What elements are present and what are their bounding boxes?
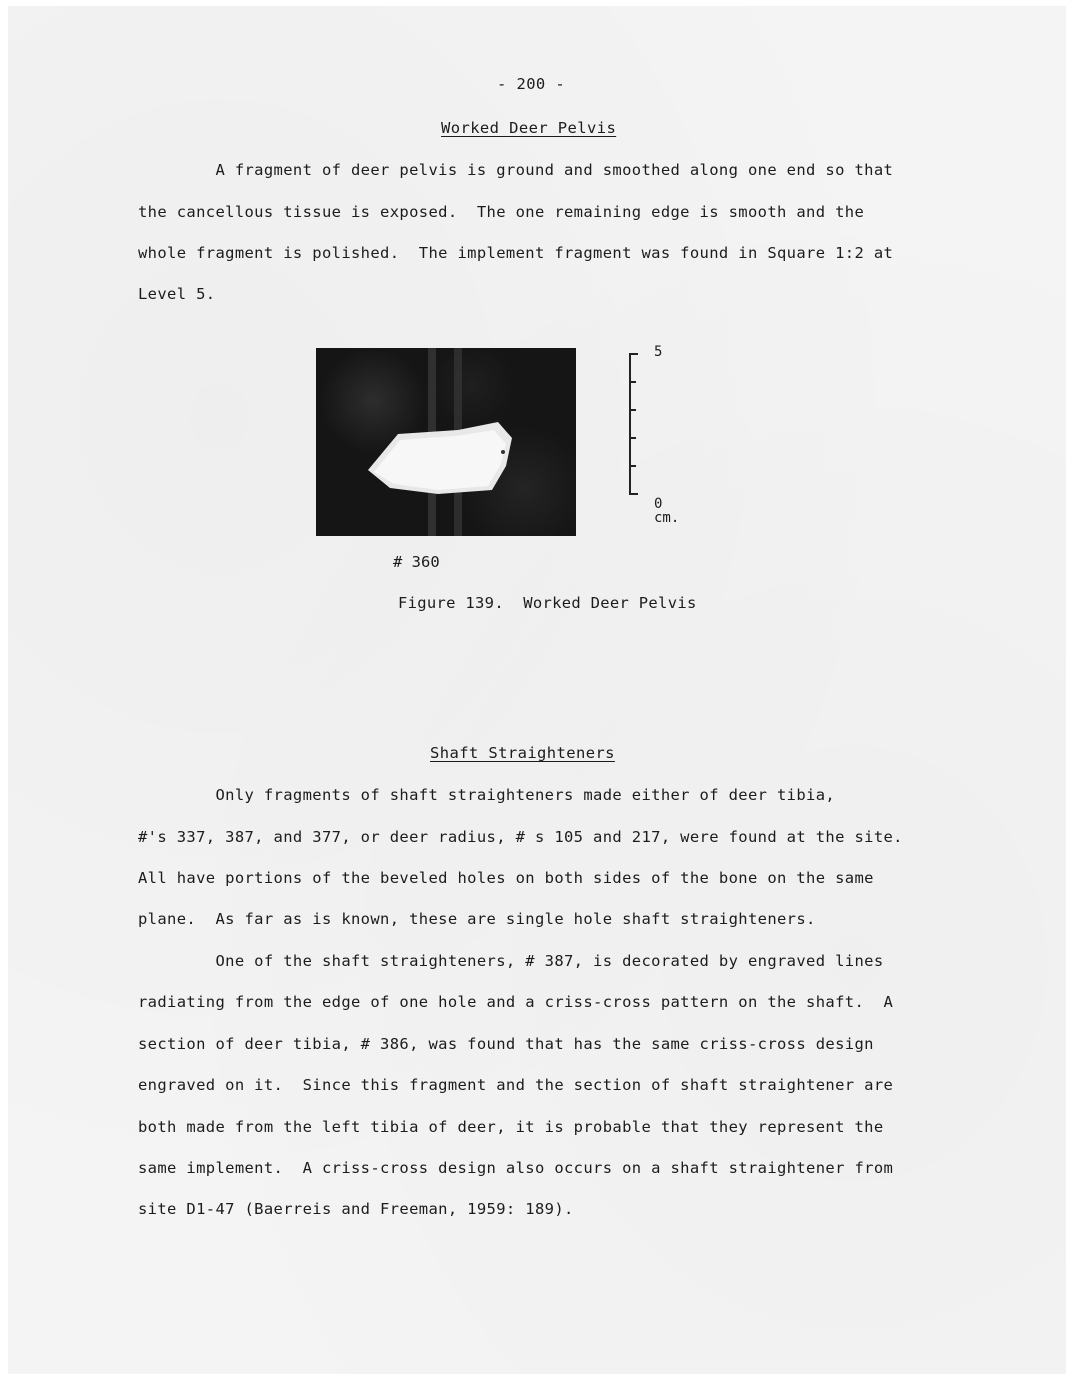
page-number: - 200 - (497, 75, 566, 93)
figure-caption: Figure 139. Worked Deer Pelvis (398, 594, 697, 612)
scale-label-top: 5 (654, 344, 663, 360)
paragraph-line: radiating from the edge of one hole and a criss-cross pattern on the shaft. A (138, 993, 894, 1011)
specimen-number: # 360 (393, 553, 440, 571)
paragraph-line: Only fragments of shaft straighteners made either of deer tibia, (138, 786, 836, 804)
scale-bar (626, 350, 666, 500)
paragraph-line: One of the shaft straighteners, # 387, is decorated by engraved lines (138, 952, 884, 970)
paragraph-line: same implement. A criss-cross design also occurs on a shaft straightener from (138, 1159, 894, 1177)
scale-label-bottom: 0 (654, 496, 663, 512)
paragraph-line: plane. As far as is known, these are single hole shaft straighteners. (138, 910, 816, 928)
paragraph-line: section of deer tibia, # 386, was found that has the same criss-cross design (138, 1035, 874, 1053)
paragraph-line: Level 5. (138, 285, 216, 303)
section-heading-worked-deer-pelvis: Worked Deer Pelvis (441, 119, 617, 137)
paragraph-line: All have portions of the beveled holes on both sides of the bone on the same (138, 869, 874, 887)
paragraph-line: A fragment of deer pelvis is ground and smoothed along one end so that (138, 161, 894, 179)
paragraph-line: the cancellous tissue is exposed. The one remaining edge is smooth and the (138, 203, 865, 221)
paragraph-line: engraved on it. Since this fragment and the section of shaft straightener are (138, 1076, 894, 1094)
paragraph-line: both made from the left tibia of deer, it is probable that they represent the (138, 1118, 884, 1136)
paragraph-line: site D1-47 (Baerreis and Freeman, 1959: 189). (138, 1200, 574, 1218)
scale-unit: cm. (654, 510, 680, 526)
figure-photo (316, 348, 576, 536)
section-heading-shaft-straighteners: Shaft Straighteners (430, 744, 615, 762)
paragraph-line: #'s 337, 387, and 377, or deer radius, # s 105 and 217, were found at the site. (138, 828, 903, 846)
paragraph-line: whole fragment is polished. The implement fragment was found in Square 1:2 at (138, 244, 894, 262)
